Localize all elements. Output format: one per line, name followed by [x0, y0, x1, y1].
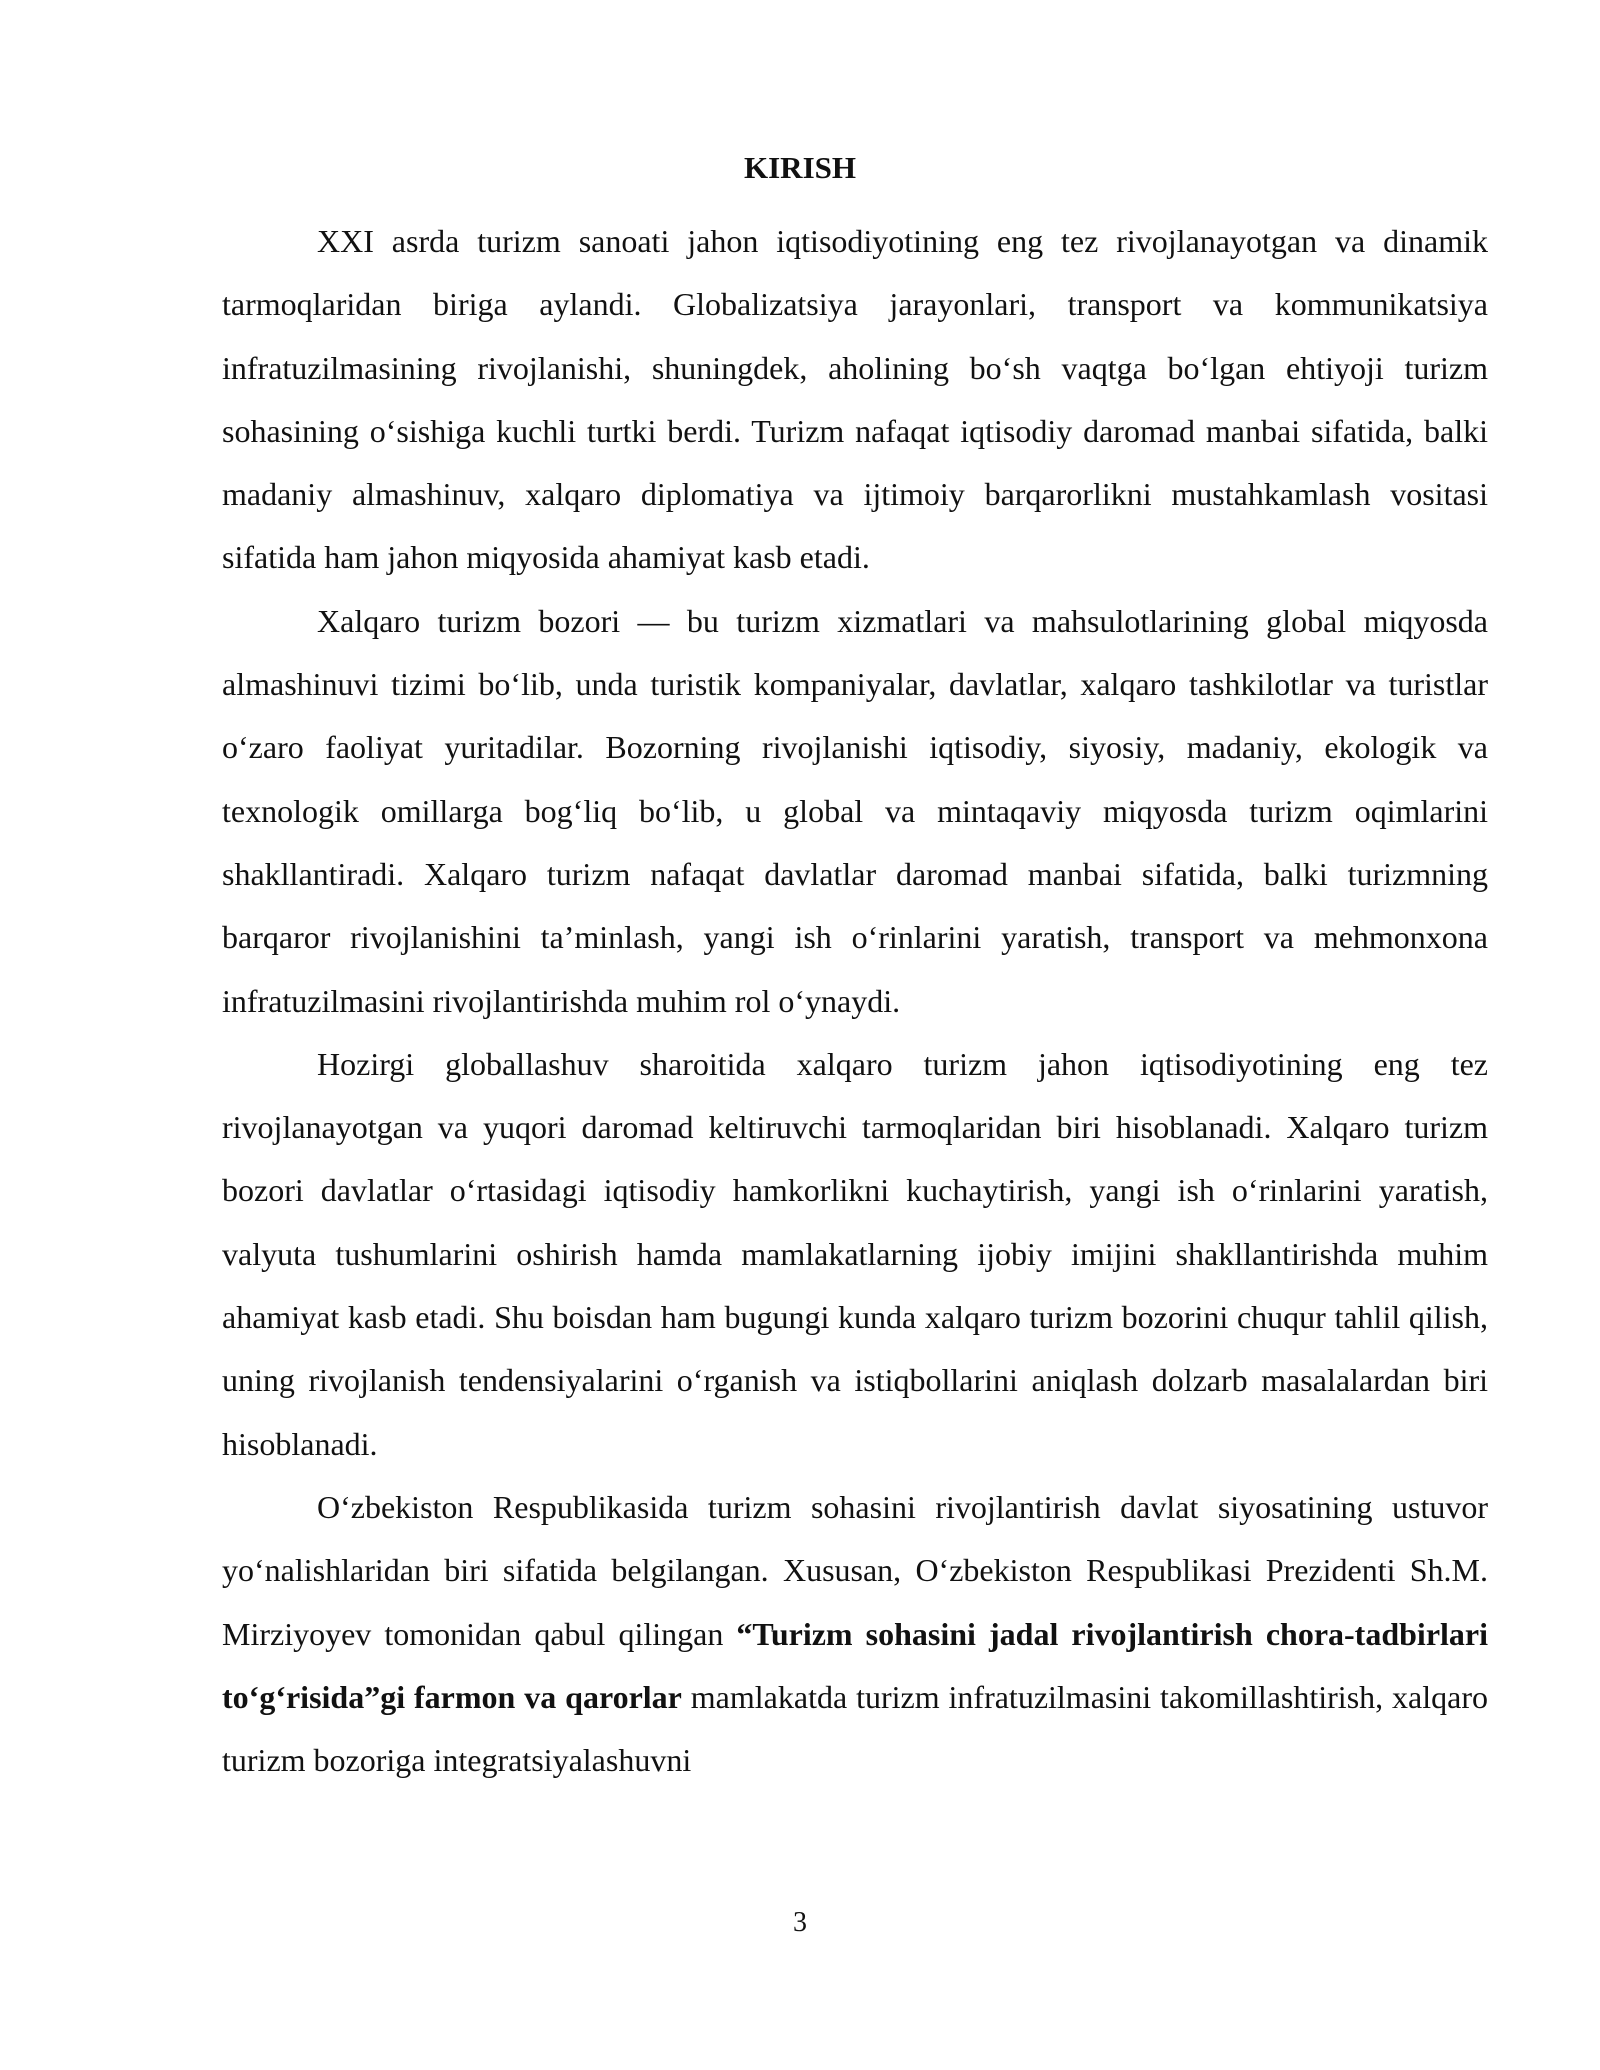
paragraph-2: Xalqaro turizm bozori — bu turizm xizmatlari va mahsulotlarining global miqyosda almashinuvi tizimi bo‘lib, unda turistik kompaniyalar, davlatlar, xalqaro tashkilotlar va turistlar o‘zaro faoliyat yuritadilar. Bozorning rivojlanishi iqtisodiy, siyosiy, madaniy, ekologik va texnologik omillarga bog‘liq bo‘lib, u global va mintaqaviy miqyosda turizm oqimlarini shakllantiradi. Xalqaro turizm nafaqat davlatlar daromad manbai sifatida, balki turizmning barqaror rivojlanishini ta’minlash, yangi ish o‘rinlarini yaratish, transport va mehmonxona infratuzilmasini rivojlantirishda muhim rol o‘ynaydi.: [222, 602, 1488, 1019]
paragraph-4-lead-text: O‘zbekiston Respublikasida turizm sohasini rivojlantirish davlat siyosatining ustuvor yo‘nalishlaridan biri sifatida belgilangan. Xususan, O‘zbekiston Respublikasi Prezidenti Sh.M. Mirziyoyev tomonidan qabul qilingan: [222, 1488, 1488, 1652]
paragraph-4: [222, 1476, 1488, 1792]
paragraph-1: XXI asrda turizm sanoati jahon iqtisodiyotining eng tez rivojlanayotgan va dinamik tarmoqlaridan biriga aylandi. Globalizatsiya jarayonlari, transport va kommunikatsiya infratuzilmasining rivojlanishi, shuningdek, aholining bo‘sh vaqtga bo‘lgan ehtiyoji turizm sohasining o‘sishiga kuchli turtki berdi. Turizm nafaqat iqtisodiy daromad manbai sifatida, balki madaniy almashinuv, xalqaro diplomatiya va ijtimoiy barqarorlikni mustahkamlash vositasi sifatida ham jahon miqyosida ahamiyat kasb etadi.: [222, 223, 1488, 576]
decree-title: “Turizm sohasini jadal rivojlantirish chora-tadbirlari to‘g‘risida”gi farmon va qarorlar: [222, 1615, 1488, 1715]
paragraph-3: Hozirgi globallashuv sharoitida xalqaro turizm jahon iqtisodiyotining eng tez rivojlanayotgan va yuqori daromad keltiruvchi tarmoqlaridan biri hisoblanadi. Xalqaro turizm bozori davlatlar o‘rtasidagi iqtisodiy hamkorlikni kuchaytirish, yangi ish o‘rinlarini yaratish, valyuta tushumlarini oshirish hamda mamlakatlarning ijobiy imijini shakllantirishda muhim ahamiyat kasb etadi. Shu boisdan ham bugungi kunda xalqaro turizm bozorini chuqur tahlil qilish, uning rivojlanish tendensiyalarini o‘rganish va istiqbollarini aniqlash dolzarb masalalardan biri hisoblanadi.: [222, 1045, 1488, 1462]
body-text: [222, 210, 1488, 1792]
section-title: KIRISH: [744, 150, 856, 185]
paragraph-4-tail-text: mamlakatda turizm infratuzilmasini takomillashtirish, xalqaro turizm bozoriga integratsiyalashuvni: [222, 1678, 1489, 1779]
page-number: 3: [793, 1907, 807, 1938]
